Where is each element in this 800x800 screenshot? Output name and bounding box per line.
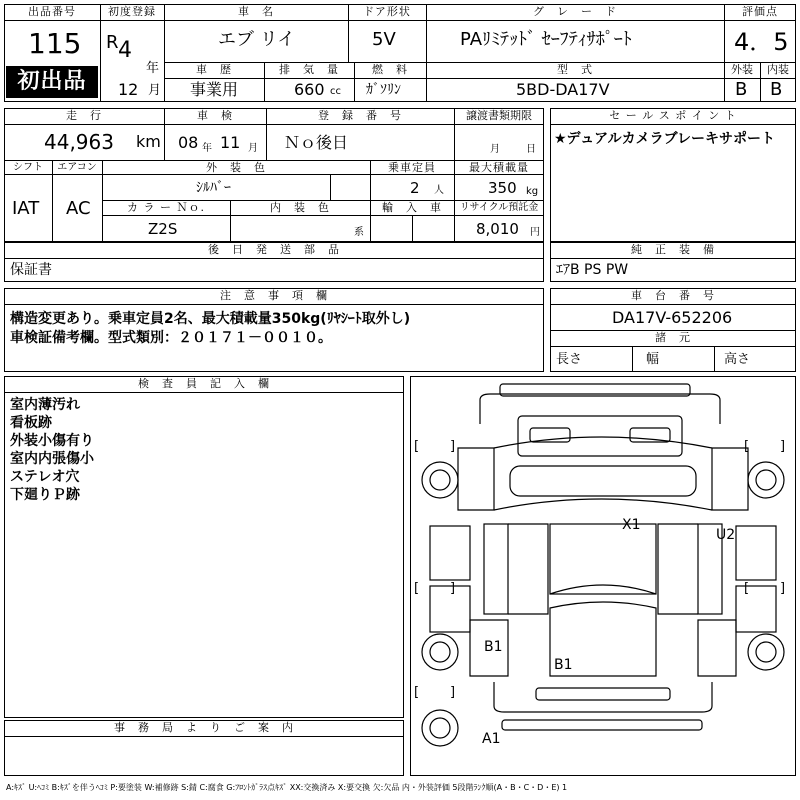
mileage: 44,963 [44,130,114,154]
lot-number-label: 出品番号 [28,5,76,18]
first-listing-badge: 初出品 [6,66,98,98]
fuel-label: 燃 料 [372,63,408,76]
damage-mark: X1 [622,517,641,533]
diagram-bracket: [ [414,685,420,700]
interior-grade: B [770,79,783,100]
damage-mark: A1 [482,731,501,747]
inspector-line: 下廻りＰ跡 [10,487,80,503]
interior-color-unit: 系 [354,227,364,238]
plate-number: Ｎｏ後日 [284,133,349,152]
length-label: 長さ [556,352,583,367]
notes-line-1: 構造変更あり。乗車定員2名、最大積載量350kg(ﾘﾔｼｰﾄ取外し) [10,311,411,327]
damage-mark: U2 [716,527,736,543]
inspection-month-unit: 月 [248,143,258,154]
transfer-month-unit: 月 [490,144,500,155]
inspector-line: 外装小傷有り [10,433,94,449]
sales-point-panel [550,108,796,242]
interior-color-label: 内 装 色 [270,201,330,214]
damage-mark: B1 [554,657,573,673]
max-load: 350 [488,179,517,197]
model-code: 5BD-DA17V [516,80,610,99]
fuel: ｶﾞｿﾘﾝ [366,82,401,98]
inspector-line: 看板跡 [10,415,52,431]
diagram-bracket: ] [780,581,786,596]
genuine-equipment: ｴｱB PS PW [556,262,629,278]
door-label: ドア形状 [363,5,411,18]
displacement-unit: cc [330,86,341,97]
transfer-deadline-label: 譲渡書類期限 [466,109,532,122]
registration-year: 4 [118,38,132,63]
damage-mark: B1 [484,639,503,655]
car-name: エブ リイ [218,29,296,50]
sales-point: ★デュアルカメラブレーキサポート [554,131,776,147]
door-type: 5V [372,29,396,50]
transfer-day-unit: 日 [526,144,536,155]
inspector-label: 検 査 員 記 入 欄 [138,377,270,390]
sales-point-label: セ ー ル ス ポ イ ン ト [609,109,737,122]
diagram-bracket: ] [450,439,456,454]
month-unit: 月 [148,83,162,98]
vehicle-outline-diagram [410,376,796,776]
chassis-number: DA17V-652206 [612,308,733,327]
capacity: 2 [410,179,420,197]
max-load-unit: kg [526,186,539,197]
inspector-line: ステレオ穴 [10,469,80,485]
ac: AC [66,198,91,219]
exterior-color: ｼﾙﾊﾞｰ [196,180,231,196]
import-label: 輸 入 車 [382,201,442,214]
genuine-equipment-label: 純 正 装 備 [631,243,715,256]
recycle-label: リサイクル預託金 [459,202,539,213]
notes-line-2: 車検証備考欄。型式類別：２０１７１－００１０。 [10,330,332,346]
later-parts: 保証書 [10,262,52,278]
displacement: 660 [294,80,325,99]
diagram-bracket: [ [414,581,420,596]
notes-label: 注 意 事 項 欄 [220,289,328,302]
inspection-label: 車 検 [197,109,233,122]
office-notice-label: 事 務 局 よ り ご 案 内 [114,721,294,734]
height-label: 高さ [724,352,751,367]
registration-month: 12 [118,80,139,99]
diagram-bracket: [ [414,439,420,454]
shift-label: シフト [13,162,43,173]
diagram-bracket: ] [780,439,786,454]
color-number-label: カ ラ ー Ｎｏ. [127,201,205,214]
grade: PAﾘﾐﾃｯﾄﾞ ｾｰﾌﾃｨｻﾎﾟｰﾄ [460,29,632,50]
era: R [106,32,119,53]
color-number: Z2S [148,220,178,238]
inspection-month: 11 [220,133,241,152]
inspection-year: 08 [178,133,199,152]
diagram-bracket: ] [450,685,456,700]
shift: IAT [12,198,40,219]
mileage-unit: km [136,132,161,151]
inspection-year-unit: 年 [202,143,212,154]
history: 事業用 [190,80,239,99]
lot-number: 115 [28,27,82,60]
first-registration-label: 初度登録 [108,5,156,18]
plate-label: 登 録 番 号 [318,109,402,122]
capacity-label: 乗車定員 [388,161,436,174]
inspector-line: 室内内張傷小 [10,451,94,467]
car-name-label: 車 名 [238,5,274,18]
model-label: 型 式 [557,63,593,76]
score: 4．5 [734,28,789,56]
inspector-panel [4,376,404,718]
exterior-grade-label: 外装 [731,63,753,76]
chassis-label: 車 台 番 号 [631,289,715,302]
diagram-bracket: ] [450,581,456,596]
mileage-label: 走 行 [66,109,102,122]
dimensions-label: 諸 元 [655,331,691,344]
diagram-bracket: [ [744,581,750,596]
year-unit: 年 [146,61,160,76]
grade-label: グ レ ー ド [533,5,617,18]
score-label: 評価点 [742,5,778,18]
later-parts-label: 後 日 発 送 部 品 [208,243,340,256]
recycle-fee: 8,010 [476,220,519,238]
vehicle-info-panel [4,108,544,242]
inspector-line: 室内薄汚れ [10,397,80,413]
history-label: 車 歴 [196,63,232,76]
recycle-unit: 円 [530,227,540,238]
displacement-label: 排 気 量 [279,63,339,76]
exterior-color-label: 外 装 色 [206,161,266,174]
max-load-label: 最大積載量 [469,161,529,174]
width-label: 幅 [646,352,660,367]
diagram-bracket: [ [744,439,750,454]
exterior-grade: B [735,79,748,100]
legend: A:ｷｽﾞ U:ﾍｺﾐ B:ｷｽﾞを伴うﾍｺﾐ P:要塗装 W:補修跡 S:錆 C:腐食 G:ﾌﾛﾝﾄｶﾞﾗｽ点ｷｽﾞ XX:交換済み X:要交換 欠:欠品 内・外装評価 5段階ﾗﾝｸ順(A・B・C・D・E) 1 [6,783,568,792]
interior-grade-label: 内装 [767,63,789,76]
ac-label: エアコン [57,162,97,173]
capacity-unit: 人 [434,185,444,196]
